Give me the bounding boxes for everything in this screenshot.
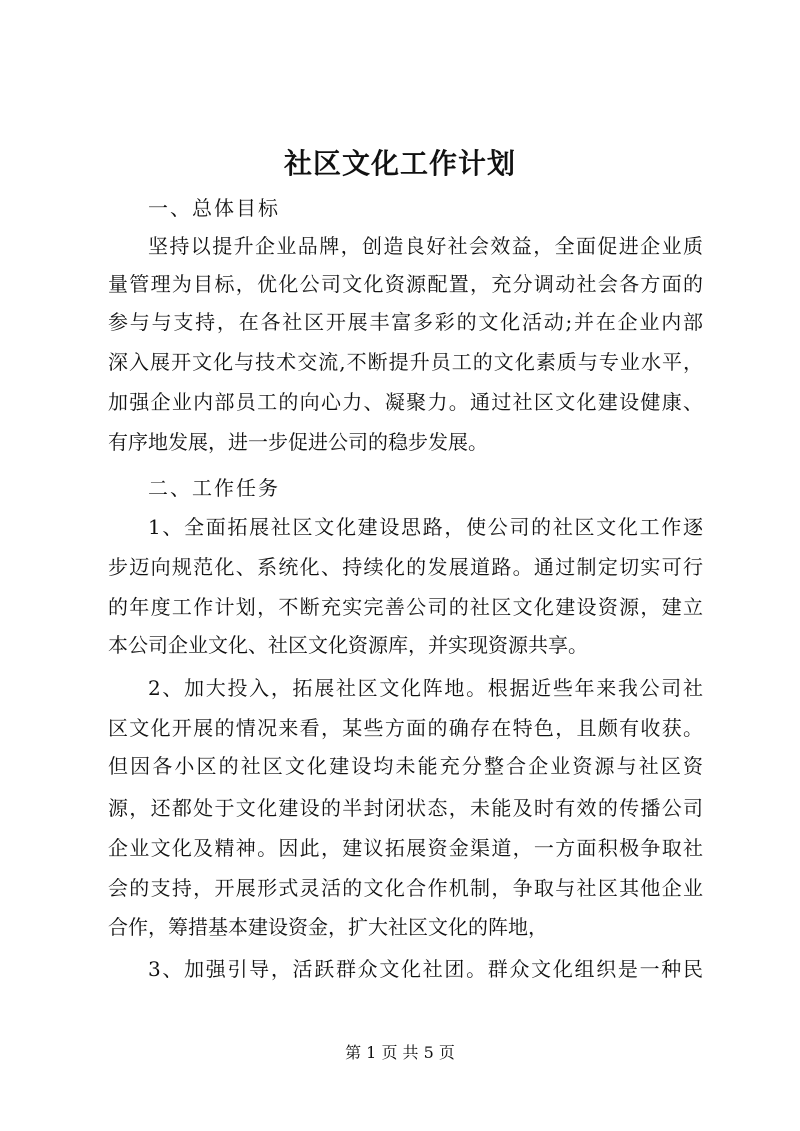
paragraph-line: 会的支持，开展形式灵活的文化合作机制，争取与社区其他企业 [108,876,703,900]
paragraph-line: 的年度工作计划，不断充实完善公司的社区文化建设资源，建立 [108,595,703,619]
paragraph-line: 源，还都处于文化建设的半封闭状态，未能及时有效的传播公司 [108,796,703,820]
paragraph-line: 但因各小区的社区文化建设均未能充分整合企业资源与社区资 [108,754,703,778]
paragraph-line: 3、加强引导，活跃群众文化社团。群众文化组织是一种民 [148,957,703,981]
paragraph-line: 加强企业内部员工的向心力、凝聚力。通过社区文化建设健康、 [108,390,703,414]
section-heading-goals: 一、总体目标 [148,196,280,220]
paragraph-line: 量管理为目标，优化公司文化资源配置，充分调动社会各方面的 [108,272,703,296]
paragraph-line: 有序地发展，进一步促进公司的稳步发展。 [108,430,488,454]
paragraph-line: 1、全面拓展社区文化建设思路，使公司的社区文化工作逐 [148,515,703,539]
page-title: 社区文化工作计划 [283,147,516,180]
paragraph-line: 参与与支持，在各社区开展丰富多彩的文化活动;并在企业内部 [108,310,703,334]
paragraph-line: 合作，筹措基本建设资金，扩大社区文化的阵地， [108,915,548,939]
paragraph-line: 坚持以提升企业品牌，创造良好社会效益，全面促进企业质 [148,234,703,258]
paragraph-line: 区文化开展的情况来看，某些方面的确存在特色，且颇有收获。 [108,716,703,740]
section-heading-tasks: 二、工作任务 [148,476,280,500]
paragraph-line: 本公司企业文化、社区文化资源库，并实现资源共享。 [108,633,588,657]
paragraph-line: 深入展开文化与技术交流,不断提升员工的文化素质与专业水平， [108,350,703,374]
page-footer: 第 1 页 共 5 页 [345,1043,455,1062]
paragraph-line: 企业文化及精神。因此，建议拓展资金渠道，一方面积极争取社 [108,836,703,860]
paragraph-line: 2、加大投入，拓展社区文化阵地。根据近些年来我公司社 [148,676,703,700]
paragraph-line: 步迈向规范化、系统化、持续化的发展道路。通过制定切实可行 [108,555,703,579]
